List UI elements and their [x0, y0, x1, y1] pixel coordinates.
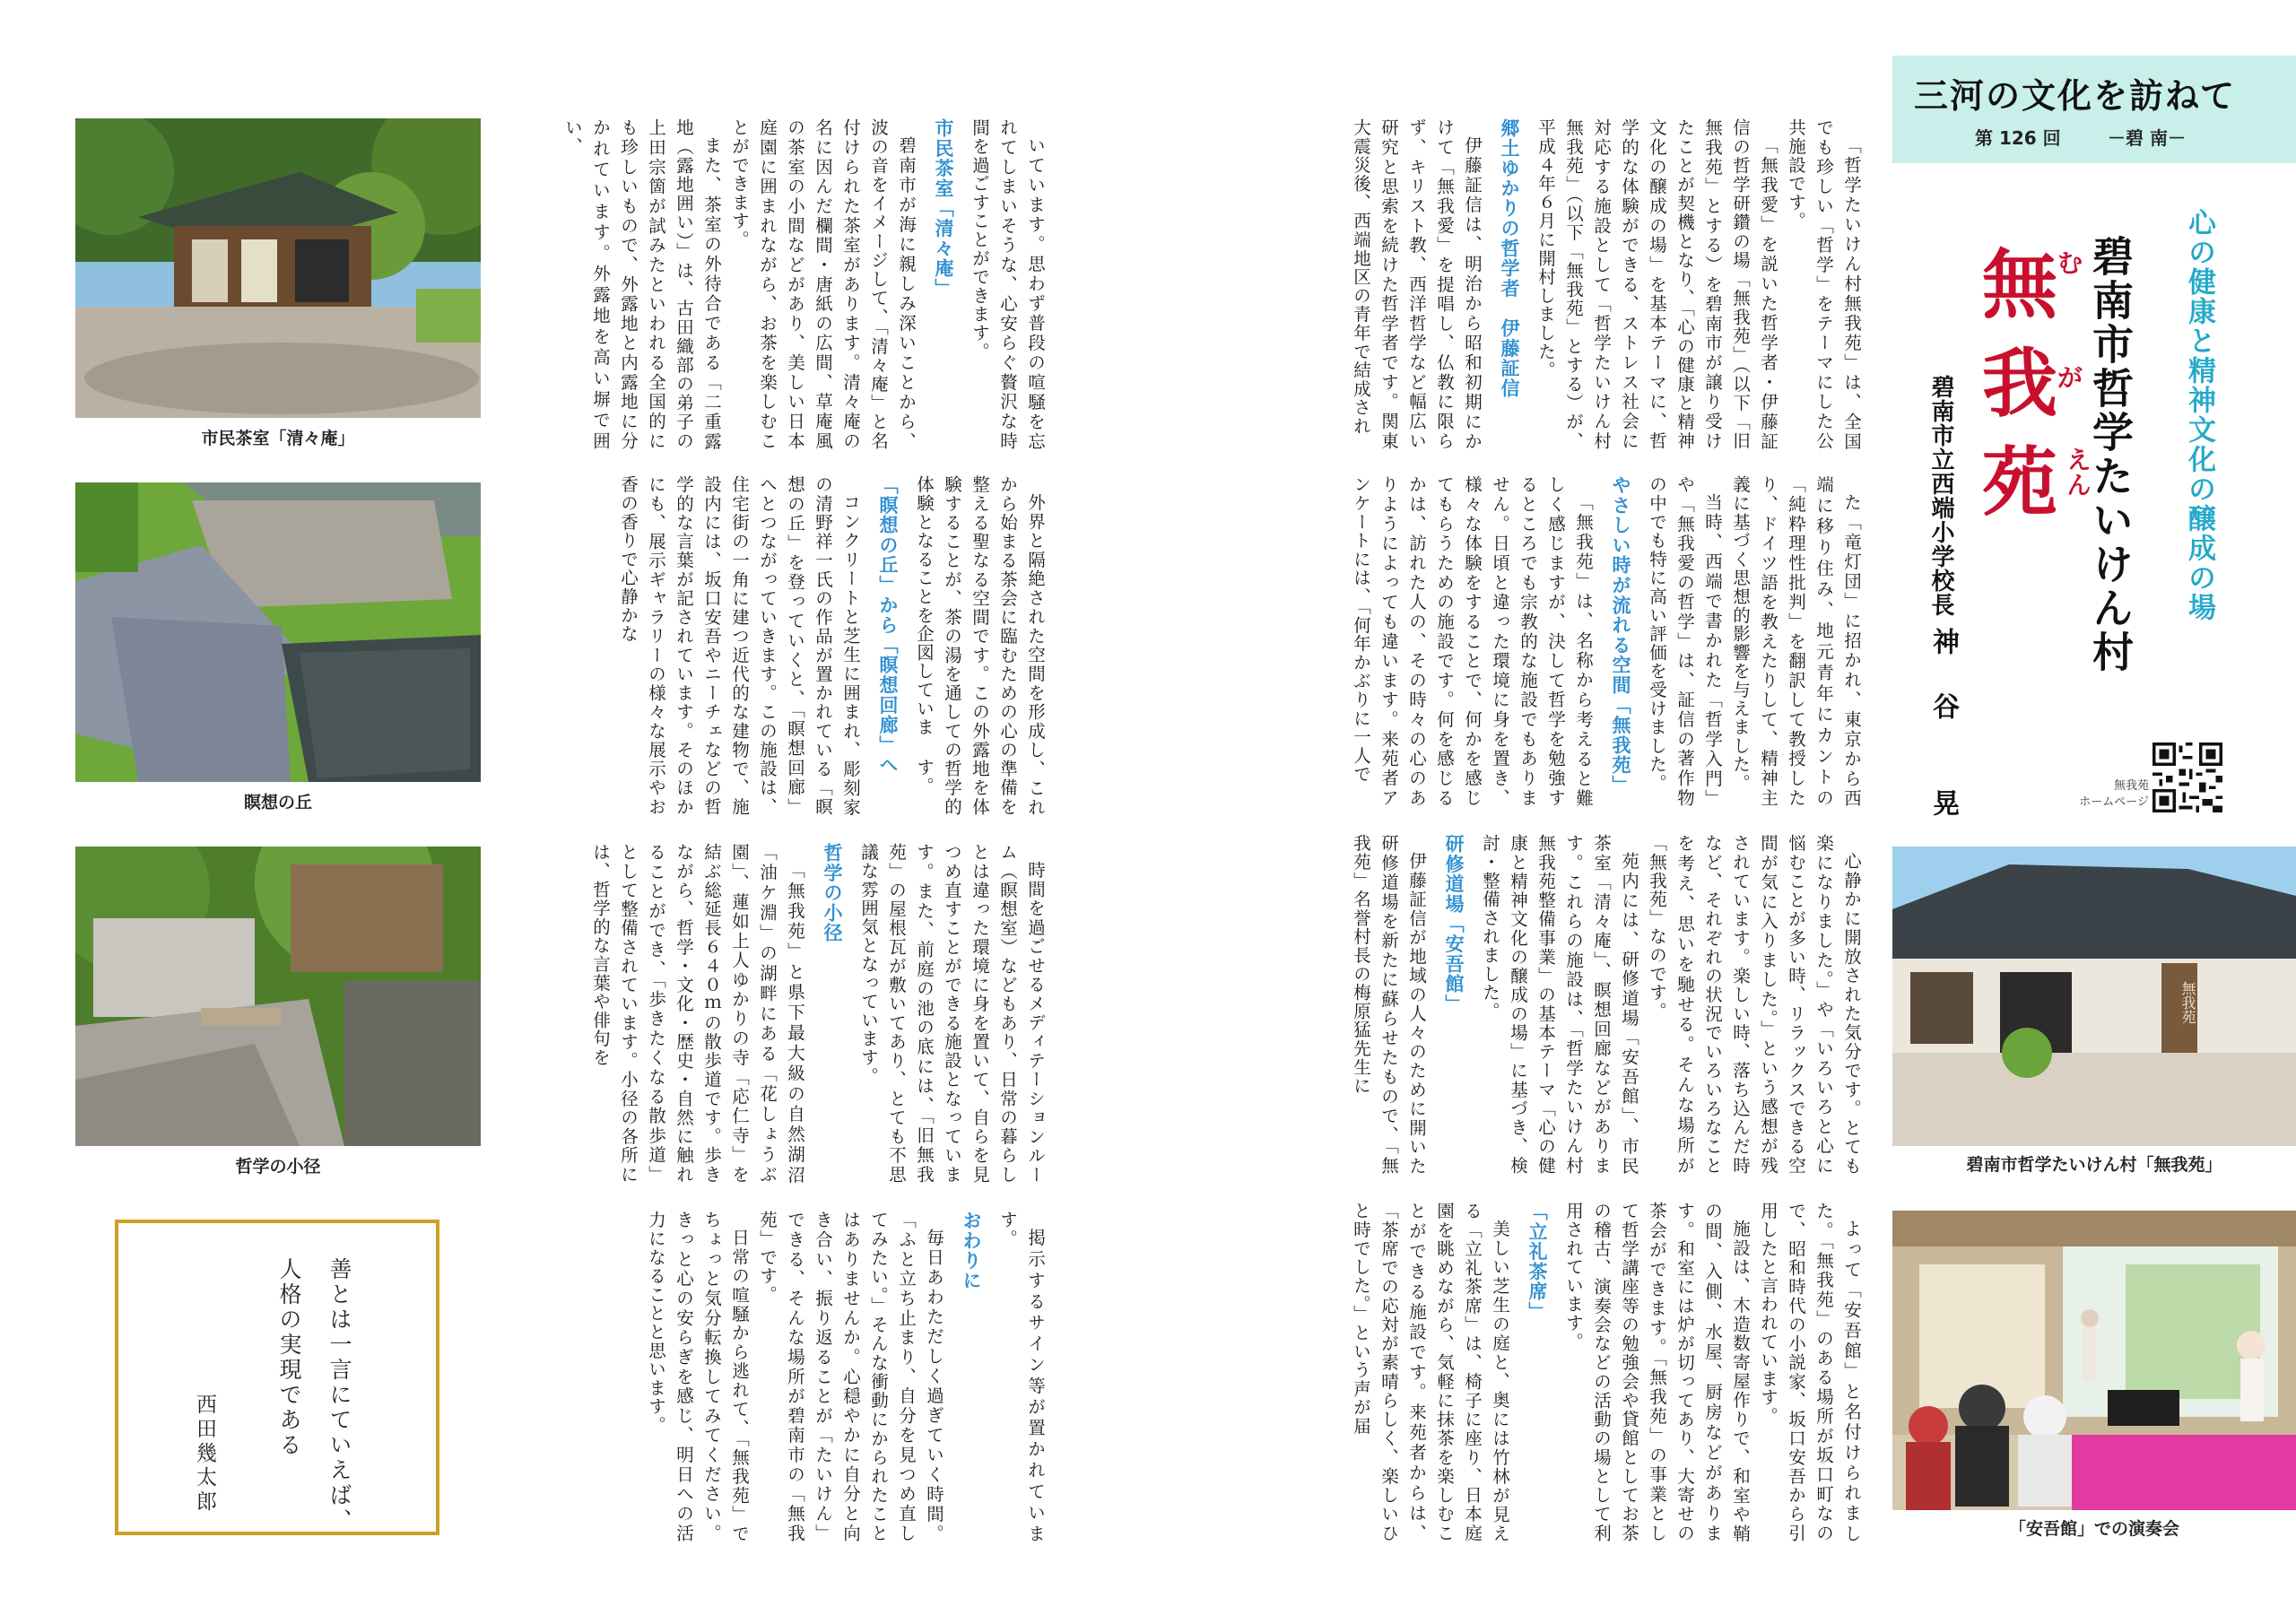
text-facilities: 苑内には、研修道場「安吾館」、市民茶室「清々庵」、瞑想回廊などがあります。これらの施設は、「哲学たいけん村無我苑整備事業」の基本テーマ「心の健康と精神文化の醸成の場」に基づき、検討・整備されました。: [1480, 834, 1639, 1175]
article-col-mid-center: [511, 843, 1049, 1184]
title-ruby-mu: む: [2057, 248, 2083, 278]
text-intro: 「哲学たいけん村無我苑」は、全国でも珍しい「哲学」をテーマにした公共施設です。: [1786, 118, 1862, 450]
text-outer-roji: 外界と隔絶された空間を形成し、これから始まる茶会に臨むための心の準備を整える聖なる空間です。この外露地を体験することが、茶の湯を通しての哲学的体験となることを企図していま す。: [914, 475, 1046, 816]
heading-komichi: 哲学の小径: [822, 843, 843, 943]
article-col-bottom-mid: [511, 1211, 1049, 1542]
text-owarini-2: 日常の喧騒から逃れて、「無我苑」でちょっと気分転換してみてください。きっと心の安らぎを感じ、明日への活力になることと思います。: [646, 1211, 750, 1542]
issue-number: 第 126 回: [1975, 127, 2061, 149]
heading-owarini: おわりに: [961, 1211, 982, 1291]
text-signs: 掲示するサイン等が置かれています。: [997, 1211, 1046, 1542]
text-visitor-voice: 心静かに開放された気分です。とても楽になりました。」や「いろいろと心に悩むことが多い時、リラックスできる空間が気に入りました。」という感想が残されています。楽しい時、落ち込んだ時など、それぞれの状況でいろいろなことを考え、思いを馳せる。そんな場所が「無我苑」なのです。: [1647, 834, 1862, 1175]
article-col-bottom-right: [1238, 1202, 1866, 1542]
heading-ryurei: 「立礼茶席」: [1526, 1202, 1548, 1322]
text-ito-shoshin: 伊藤証信は、明治から昭和初期にかけて「無我愛」を提唱し、仏教に限らず、キリスト教、西洋哲学など幅広い研究と思索を続けた哲学者です。関東大震災後、西端地区の青年で結成され: [1351, 118, 1483, 450]
text-relax-time: いています。思わず普段の喧騒を忘れてしまいそうな、心安らぐ贅沢な時間を過ごすことができます。: [970, 118, 1046, 450]
photo-komichi: [75, 847, 481, 1146]
article-col-mid-right: [1238, 834, 1866, 1175]
text-roji: また、茶室の外待合である「二重露地（露地囲い）」は、古田織部の弟子の上田宗箇が試みたといわれる全国的にも珍しいもので、外露地と内露地に分かれています。外露地を高い塀で囲い、: [562, 118, 722, 450]
region-label: －碧 南－: [2108, 127, 2186, 149]
text-seichoan: 碧南市が海に親しみ深いことから、波の音をイメージして、「清々庵」と名付けられた茶室があります。清々庵の名に因んだ欄間・唐紙の広間、草庵風の茶室の小間などがあり、美しい日本庭園に囲まれながら、お茶を楽しむことができます。: [729, 118, 917, 450]
quote-line2: 人格の実現である: [276, 1257, 302, 1458]
article-col-mid-left: [511, 475, 1049, 816]
photo-angokan: [1892, 1211, 2296, 1510]
subtitle: 心の健康と精神文化の醸成の場: [2183, 208, 2215, 622]
text-background: 「無我愛」を説いた哲学者・伊藤証信の哲学研鑽の場「無我苑」（以下「旧無我苑」とする）を碧南市が譲り受けたことが契機となり、「心の健康と精神文化の醸成の場」を基本テーマに、哲学的な体験ができる、ストレス社会に対応する施設として「哲学たいけん村無我苑」（以下「無我苑」とする）が、平成４年６月に開村しました。: [1535, 118, 1779, 450]
series-title: 三河の文化を訪ねて: [1914, 76, 2237, 116]
caption-meiso: 瞑想の丘: [243, 793, 312, 812]
author-name: 神 谷 晃: [1927, 628, 1959, 821]
caption-mugaen: 碧南市哲学たいけん村「無我苑」: [1966, 1155, 2222, 1175]
caption-seichoan: 市民茶室「清々庵」: [201, 429, 355, 448]
article-col-top-right: [1238, 118, 1866, 450]
title-char-en: 苑: [1982, 439, 2058, 526]
series-banner: [1892, 56, 2296, 163]
text-owarini-1: 毎日あわただしく過ぎていく時間。「ふと立ち止まり、自分を見つめ直してみたい。」そんな衝動にかられたことはありませんか。心穏やかに自分と向き合い、振り返ることが「たいけん」できる、そんな場所が碧南市の「無我苑」です。: [757, 1211, 944, 1542]
heading-angokan: 研修道場「安吾館」: [1443, 834, 1465, 1014]
article-col-top-left: [511, 118, 1049, 450]
caption-komichi: 哲学の小径: [235, 1157, 321, 1177]
photo-mugaen: [1892, 847, 2296, 1146]
heading-gentle-space: やさしい時が流れる空間「無我苑」: [1610, 475, 1631, 795]
quote-author: 西田幾太郎: [193, 1394, 216, 1515]
article-col-top-mid: [1238, 475, 1866, 807]
author-role: 碧南市立西端小学校長: [1927, 375, 1954, 617]
text-angokan-facility: 施設は、木造数寄屋作りで、和室や鞘の間、入側、水屋、厨房などがあります。和室には炉が切ってあり、大寄せの茶会ができます。「無我苑」の事業として哲学講座等の勉強会や貸館としてお茶の稽古、演奏会などの活動の場として利用されています。: [1563, 1202, 1751, 1542]
title-char-ga: 我: [1982, 340, 2058, 428]
text-komichi: 「無我苑」と県下最大級の自然湖沼「油ケ淵」の湖畔にある「花しょうぶ園」、蓮如上人ゆかりの寺「応仁寺」を結ぶ総延長６４０ｍの散歩道です。歩きながら、哲学・文化・歴史・自然に触れることができ、「歩きたくなる散歩道」として整備されています。小径の各所には、哲学的な言葉や俳句を: [590, 843, 805, 1184]
text-ryutodan: た「竜灯団」に招かれ、東京から西端に移り住み、地元青年にカントの「純粋理性批判」を翻訳して教授したり、ドイツ語を教えたりして、精神主義に基づく思想的影響を与えました。: [1730, 475, 1862, 807]
qr-label-line1: 無我苑: [2113, 779, 2149, 793]
text-gentle-space: 「無我苑」は、名称から考えると難しく感じますが、決して哲学を勉強するところでも宗教的な施設でもありません。日頃と違った環境に身を置き、様々な体験をすることで、何かを感じてもらうための施設です。何を感じるかは、訪れた人の、その時々の心のありようによっても違います。来苑者アンケートには、「何年かぶりに一人で: [1351, 475, 1594, 807]
text-angokan-name: よって「安吾館」と名付けられました。「無我苑」のある場所が坂口町なので、昭和時代の小説家、坂口安吾から引用したと言われています。: [1758, 1202, 1862, 1542]
photo-seichoan: [75, 118, 481, 418]
text-angokan: 伊藤証信が地域の人々のために開いた研修道場を新たに蘇らせたもので、「無我苑」名誉村長の梅原猛先生に: [1351, 834, 1427, 1175]
heading-seichoan: 市民茶室「清々庵」: [933, 118, 954, 299]
caption-angokan: 「安吾館」での演奏会: [2008, 1519, 2179, 1539]
text-meiso: コンクリートと芝生に囲まれ、彫刻家の清野祥一氏の作品が置かれている「瞑想の丘」を登っていくと、「瞑想回廊」へとつながっていきます。この施設は、住宅街の一角に建つ近代的な建物で、施設内には、坂口安吾やニーチェなどの哲学的な言葉が記されています。そのほかにも、展示ギャラリーの様々な展示やお香の香りで心静かな: [618, 475, 861, 816]
text-ryurei: 美しい芝生の庭と、奥には竹林が見える「立礼茶席」は、椅子に座り、日本庭園を眺めながら、気軽に抹茶を楽しむことができる施設です。来苑者からは、「茶席での応対が素晴らしく、楽しいひと時でした。」という声が届: [1351, 1202, 1510, 1542]
place-name: 碧南市哲学たいけん村: [2086, 235, 2135, 674]
qr-code[interactable]: [2152, 743, 2222, 812]
text-meditation-room: 時間を過ごせるメディテーションルーム（瞑想室）などもあり、日常の暮らしとは違った環境に身を置いて、自らを見つめ直すことができる施設となっています。また、前庭の池の底には、「旧無我苑」の屋根瓦が敷いてあり、とても不思議な雰囲気となっています。: [858, 843, 1046, 1184]
heading-ito-shoshin: 郷土ゆかりの哲学者 伊藤証信: [1499, 118, 1520, 399]
title-ruby-en: えん: [2063, 447, 2092, 497]
qr-label: [2059, 778, 2149, 811]
title-ruby-ga: が: [2057, 363, 2083, 393]
title-char-mu: 無: [1982, 241, 2058, 329]
quote-line1: 善とは一言にていえば、: [326, 1257, 352, 1533]
text-works: 当時、西端で書かれた「哲学入門」や「無我愛の哲学」は、証信の著作物の中でも特に高い評価を受けました。: [1647, 475, 1723, 807]
quote-box: [115, 1220, 439, 1535]
sign-mugaen: 無我苑: [2179, 981, 2196, 1024]
photo-meiso: [75, 482, 481, 782]
heading-meiso: 「瞑想の丘」から「瞑想回廊」へ: [877, 475, 899, 776]
qr-label-line2: ホームページ: [2079, 795, 2149, 809]
